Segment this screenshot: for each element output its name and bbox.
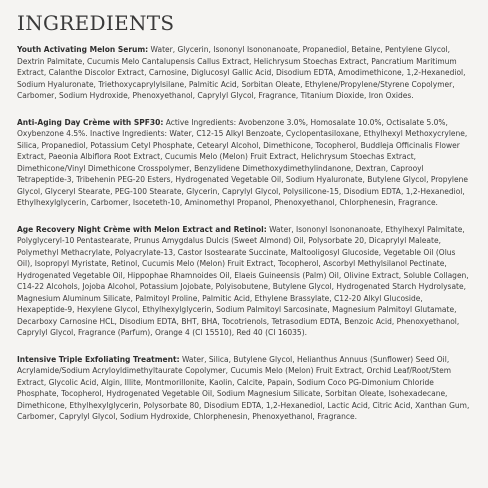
product-name: Anti-Aging Day Crème with SPF30: <box>17 117 164 127</box>
page-title: INGREDIENTS <box>17 11 175 35</box>
product-name: Intensive Triple Exfoliating Treatment: <box>17 354 180 364</box>
ingredient-section-day-creme <box>17 117 472 209</box>
ingredient-list: Active Ingredients: Avobenzone 3.0%, Homosalate 10.0%, Octisalate 5.0%, Oxybenzone 4.5%. Inactive Ingredients: Water, C12-15 Alkyl Benzoate, Cyclopentasiloxane, Ethylhexyl Methoxycrylene, Silica, Propanediol, Potassium Cetyl Phosphate, Cetearyl Alcohol, Dimethicone, Tocopherol, Buddleja Officinalis Flower Extract, Paeonia Albiflora Root Extract, Cucumis Melo (Melon) Fruit Extract, Helichrysum Stoechas Extract, Dimethicone/Vinyl Dimethicone Crosspolymer, Benzylidene Dimethoxydimethylindanone, Dextran, Caprooyl Tetrapeptide-3, Tribehenin PEG-20 Esters, Hydrogenated Vegetable Oil, Sodium Hyaluronate, Butylene Glycol, Propylene Glycol, Glyceryl Stearate, PEG-100 Stearate, Glycerin, Caprylyl Glycol, Polysilicone-15, Disodium EDTA, 1,2-Hexanediol, Ethylhexylglycerin, Carbomer, Isoceteth-10, Aminomethyl Propanol, Phenoxyethanol, Chlorphenesin, Fragrance. <box>17 117 468 207</box>
ingredient-section-exfoliating <box>17 354 472 423</box>
ingredient-section-serum <box>17 44 472 102</box>
product-name: Age Recovery Night Crème with Melon Extract and Retinol: <box>17 224 267 234</box>
product-name: Youth Activating Melon Serum: <box>17 45 149 54</box>
ingredient-list: Water, Glycerin, Isononyl Isononanoate, Propanediol, Betaine, Pentylene Glycol, Dextrin Palmitate, Cucumis Melo Cantalupensis Callus Extract, Helichrysum Stoechas Extract, Pancratium Maritimum Extract, Calanthe Discolor Extract, Carnosine, Diglucosyl Gallic Acid, Disodium EDTA, Amodimethicone, 1,2-Hexanediol, Sodium Hyaluronate, Triethoxycaprylylsilane, Palmitic Acid, Sorbitan Oleate, Ethylene/Propylene/Styrene Copolymer, Carbomer, Sodium Hydroxide, Phenoxyethanol, Caprylyl Glycol, Fragrance, Titanium Dioxide, Iron Oxides. <box>17 45 466 100</box>
ingredient-list: Water, Isononyl Isononanoate, Ethylhexyl Palmitate, Polyglyceryl-10 Pentastearate, Prunus Amygdalus Dulcis (Sweet Almond) Oil, Polysorbate 20, Dicaprylyl Maleate, Polymethyl Methacrylate, Polyacrylate-13, Castor Isostearate Succinate, Maltooligosyl Glucoside, Vegetable Oil (Olus Oil), Isopropyl Myristate, Retinol, Cucumis Melo (Melon) Fruit Extract, Tocopherol, Ascorbyl Methylsilanol Pectinate, Hydrogenated Vegetable Oil, Hippophae Rhamnoides Oil, Elaeis Guineensis (Palm) Oil, Olivine Extract, Soluble Collagen, C14-22 Alcohols, Jojoba Alcohol, Potassium Jojobate, Polyisobutene, Butylene Glycol, Hydrogenated Starch Hydrolysate, Magnesium Aluminum Silicate, Palmitoyl Proline, Palmitic Acid, Ethylene Brassylate, C12-20 Alkyl Glucoside, Hexapeptide-9, Hexylene Glycol, Ethylhexylglycerin, Sodium Palmitoyl Sarcosinate, Magnesium Palmitoyl Glutamate, Decarboxy Carnosine HCL, Disodium EDTA, BHT, BHA, Tocotrienols, Tetrasodium EDTA, Benzoic Acid, Phenoxyethanol, Caprylyl Glycol, Fragrance (Parfum), Orange 4 (CI 15510), Red 40 (CI 16035). <box>17 224 469 337</box>
ingredient-list: Water, Silica, Butylene Glycol, Helianthus Annuus (Sunflower) Seed Oil, Acrylamide/Sodium Acryloyldimethyltaurate Copolymer, Cucumis Melo (Melon) Fruit Extract, Orchid Leaf/Root/Stem Extract, Glycolic Acid, Algin, Illite, Montmorillonite, Kaolin, Calcite, Papain, Sodium Coco PG-Dimonium Chloride Phosphate, Tocopherol, Hydrogenated Vegetable Oil, Sodium Magnesium Silicate, Sorbitan Oleate, Isohexadecane, Dimethicone, Ethylhexylglycerin, Polysorbate 80, Disodium EDTA, 1,2-Hexanediol, Lactic Acid, Citric Acid, Xanthan Gum, Carbomer, Caprylyl Glycol, Sodium Hydroxide, Chlorphenesin, Phenoxyethanol, Fragrance. <box>17 354 470 421</box>
ingredient-section-night-creme <box>17 224 472 339</box>
